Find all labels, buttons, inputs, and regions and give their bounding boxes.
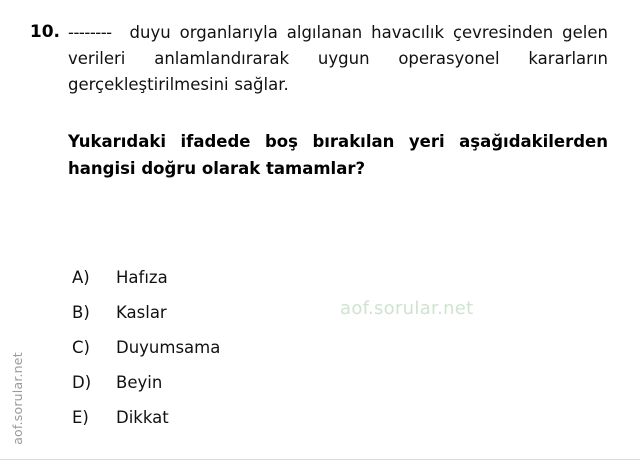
left-watermark: [6, 338, 28, 458]
option-d-text: Beyin: [116, 373, 163, 392]
page-bottom-divider: [0, 459, 640, 460]
option-a[interactable]: [68, 268, 588, 303]
option-b-letter: B): [72, 303, 90, 322]
option-b[interactable]: [68, 303, 588, 338]
question-number: 10.: [29, 22, 60, 42]
option-e-text: Dikkat: [116, 408, 169, 427]
left-watermark-text: aof.sorular.net: [9, 351, 25, 445]
option-e[interactable]: [68, 408, 588, 443]
center-watermark: aof.sorular.net: [340, 298, 474, 319]
question-instruction: Yukarıdaki ifadede boş bırakılan yeri aşağıdakilerden hangisi doğru olarak tamamlar?: [68, 132, 608, 178]
option-a-letter: A): [72, 268, 90, 287]
option-d-letter: D): [72, 373, 92, 392]
question-stem-text: duyu organlarıyla algılanan havacılık çevresinden gelen verileri anlamlandırarak uygun operasyonel kararların gerçekleştirilmesini sağlar.: [68, 23, 608, 94]
blank-marker: --------: [68, 23, 112, 42]
option-c[interactable]: [68, 338, 588, 373]
option-a-text: Hafıza: [116, 268, 168, 287]
option-e-letter: E): [72, 408, 89, 427]
option-b-text: Kaslar: [116, 303, 167, 322]
question-stem: [68, 20, 608, 98]
options-list: [68, 268, 588, 443]
option-d[interactable]: [68, 373, 588, 408]
option-c-text: Duyumsama: [116, 338, 221, 357]
question-body: [68, 20, 608, 182]
option-c-letter: C): [72, 338, 90, 357]
